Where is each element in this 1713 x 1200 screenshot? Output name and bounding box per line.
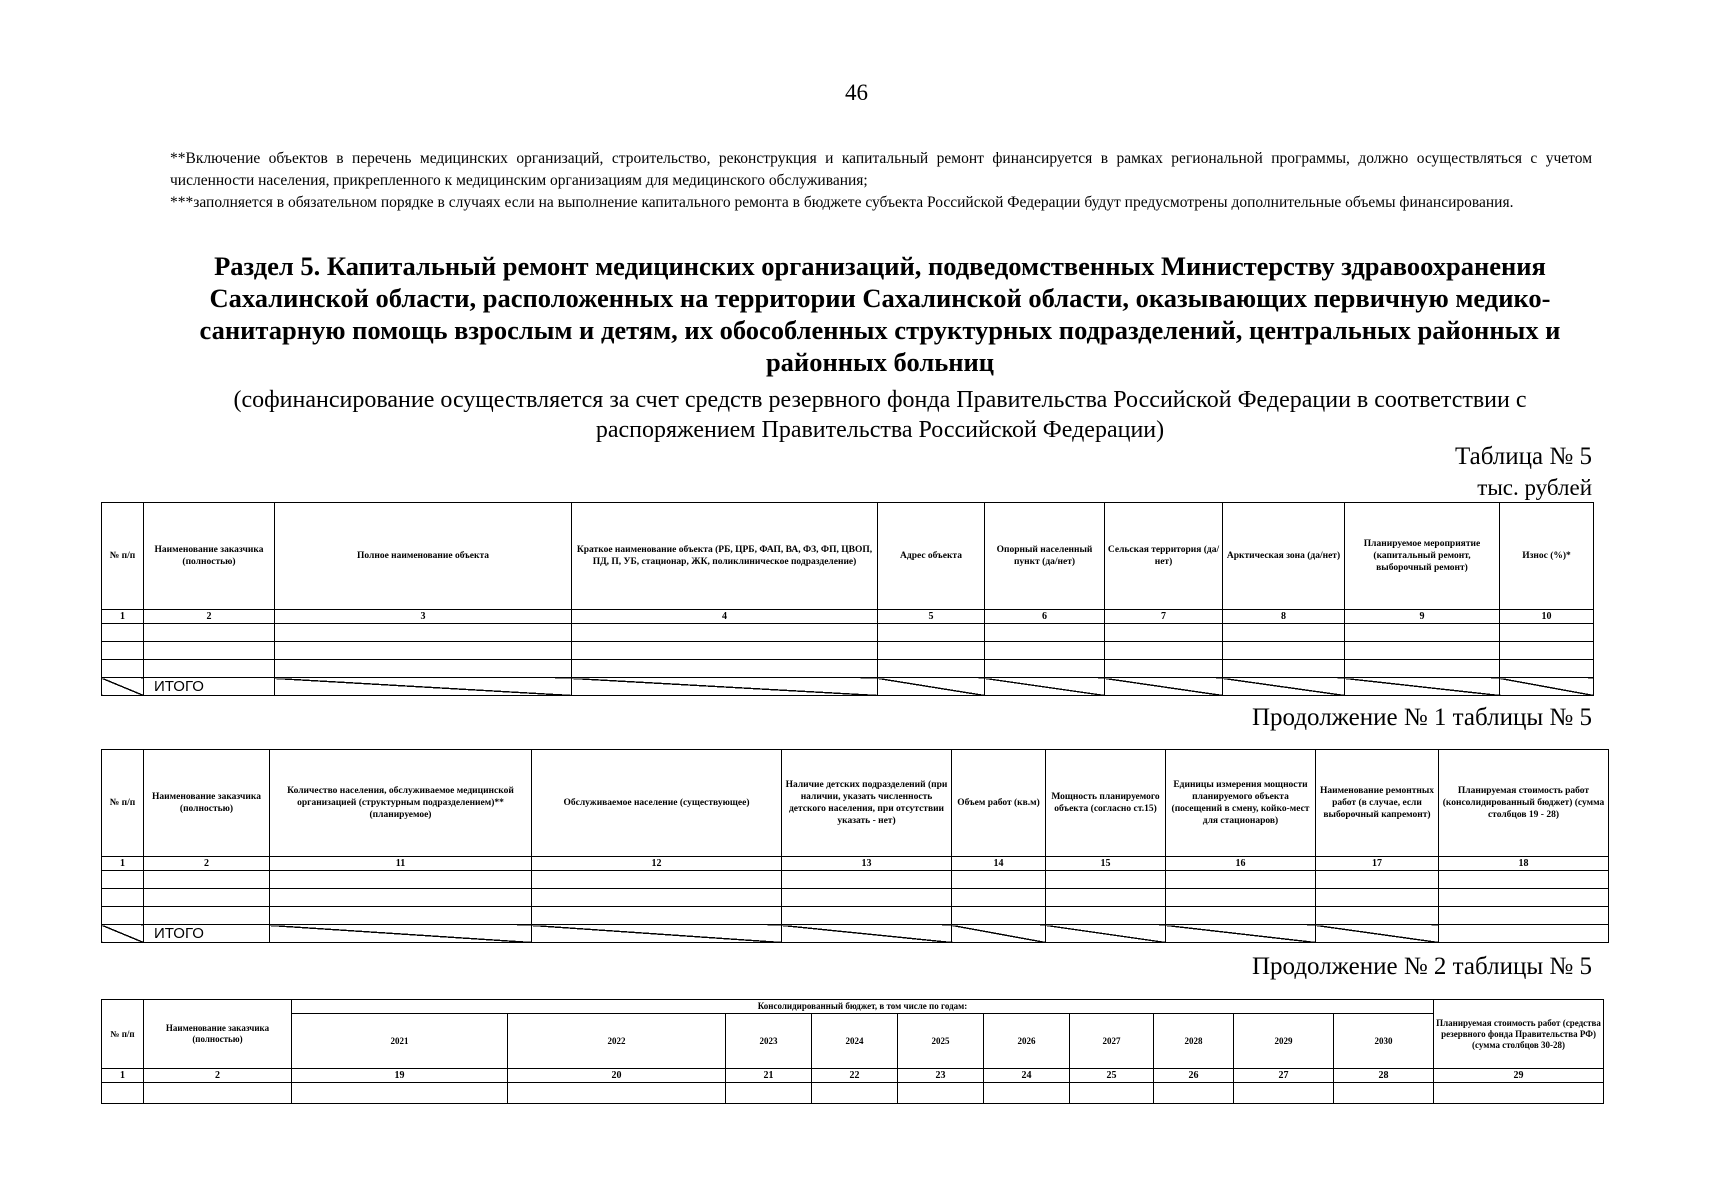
table5-cont2-group-row xyxy=(102,1000,1604,1014)
page-number: 46 xyxy=(845,80,868,105)
column-number: 11 xyxy=(270,857,532,871)
total-value xyxy=(1439,925,1609,943)
column-number: 17 xyxy=(1316,857,1439,871)
header-cell: Планируемая стоимость работ (консолидированный бюджет) (сумма столбцов 19 - 28) xyxy=(1439,750,1609,857)
crossed-cell xyxy=(102,925,144,943)
table5-label: Таблица № 5 xyxy=(1454,443,1592,470)
table-row xyxy=(102,907,1609,925)
column-number: 24 xyxy=(984,1069,1070,1083)
column-number: 25 xyxy=(1070,1069,1154,1083)
column-number: 16 xyxy=(1166,857,1316,871)
footnotes xyxy=(170,148,1592,214)
header-cell: № п/п xyxy=(102,1000,144,1069)
column-number: 1 xyxy=(102,610,144,624)
column-number: 28 xyxy=(1334,1069,1434,1083)
table-row xyxy=(102,889,1609,907)
table5 xyxy=(101,502,1594,696)
column-number: 8 xyxy=(1223,610,1345,624)
header-cell: Краткое наименование объекта (РБ, ЦРБ, ФАП, ВА, ФЗ, ФП, ЦВОП, ПД, П, УБ, стационар, ЖК, поликлиническое подразделение) xyxy=(572,503,878,610)
crossed-cell xyxy=(572,678,878,696)
column-number: 13 xyxy=(782,857,952,871)
year-header: 2022 xyxy=(508,1014,726,1069)
header-cell: Опорный населенный пункт (да/нет) xyxy=(985,503,1105,610)
crossed-cell xyxy=(532,925,782,943)
table5-continuation-2 xyxy=(101,999,1604,1104)
column-number: 20 xyxy=(508,1069,726,1083)
column-number: 18 xyxy=(1439,857,1609,871)
table5-cont1-label: Продолжение № 1 таблицы № 5 xyxy=(1251,704,1592,731)
column-number: 19 xyxy=(292,1069,508,1083)
header-cell: Сельская территория (да/нет) xyxy=(1105,503,1223,610)
header-cell: Наименование заказчика (полностью) xyxy=(144,750,270,857)
table-row xyxy=(102,642,1594,660)
header-cell: Мощность планируемого объекта (согласно ст.15) xyxy=(1046,750,1166,857)
table5-total-row xyxy=(102,678,1594,696)
header-cell: Износ (%)* xyxy=(1500,503,1594,610)
column-number: 1 xyxy=(102,857,144,871)
crossed-cell xyxy=(952,925,1046,943)
column-number: 6 xyxy=(985,610,1105,624)
section-subtitle: (софинансирование осуществляется за счет средств резервного фонда Правительства Российской Федерации в соответствии с распоряжением Правительства Российской Федерации) xyxy=(233,387,1527,443)
table-row xyxy=(102,871,1609,889)
header-cell: Обслуживаемое население (существующее) xyxy=(532,750,782,857)
column-number: 9 xyxy=(1345,610,1500,624)
crossed-cell xyxy=(1345,678,1500,696)
column-number: 2 xyxy=(144,610,275,624)
year-header: 2025 xyxy=(898,1014,984,1069)
total-label: ИТОГО xyxy=(144,678,275,696)
header-cell: Объем работ (кв.м) xyxy=(952,750,1046,857)
column-number: 29 xyxy=(1434,1069,1604,1083)
column-number: 22 xyxy=(812,1069,898,1083)
header-cell: Полное наименование объекта xyxy=(275,503,572,610)
table-row xyxy=(102,660,1594,678)
crossed-cell xyxy=(1223,678,1345,696)
column-number: 7 xyxy=(1105,610,1223,624)
header-cell: Наименование ремонтных работ (в случае, если выборочный капремонт) xyxy=(1316,750,1439,857)
header-cell: Адрес объекта xyxy=(878,503,985,610)
column-number: 2 xyxy=(144,1069,292,1083)
table5-cont2-number-row xyxy=(102,1069,1604,1083)
crossed-cell xyxy=(1166,925,1316,943)
group-header: Консолидированный бюджет, в том числе по годам: xyxy=(292,1000,1434,1014)
table5-cont1-number-row xyxy=(102,857,1609,871)
column-number: 5 xyxy=(878,610,985,624)
table5-cont2-label: Продолжение № 2 таблицы № 5 xyxy=(1251,953,1592,980)
column-number: 10 xyxy=(1500,610,1594,624)
footnote-triple-asterisk: ***заполняется в обязательном порядке в случаях если на выполнение капитального ремонта в бюджете субъекта Российской Федерации будут предусмотрены дополнительные объемы финансирования. xyxy=(170,194,1514,211)
crossed-cell xyxy=(782,925,952,943)
column-number: 2 xyxy=(144,857,270,871)
column-number: 3 xyxy=(275,610,572,624)
crossed-cell xyxy=(985,678,1105,696)
crossed-cell xyxy=(878,678,985,696)
column-number: 1 xyxy=(102,1069,144,1083)
year-header: 2029 xyxy=(1234,1014,1334,1069)
column-number: 26 xyxy=(1154,1069,1234,1083)
column-number: 12 xyxy=(532,857,782,871)
section-title: Раздел 5. Капитальный ремонт медицинских организаций, подведомственных Министерству здравоохранения Сахалинской области, расположенных на территории Сахалинской области, оказывающих первичную медико-санитарную помощь взрослым и детям, их обособленных структурных подразделений, центральных районных и районных больниц xyxy=(199,251,1561,377)
column-number: 27 xyxy=(1234,1069,1334,1083)
year-header: 2023 xyxy=(726,1014,812,1069)
table-row xyxy=(102,624,1594,642)
header-cell: Планируемая стоимость работ (средства резервного фонда Правительства РФ) (сумма столбцов 30-28) xyxy=(1434,1000,1604,1069)
total-label: ИТОГО xyxy=(144,925,270,943)
table5-header-row xyxy=(102,503,1594,610)
year-header: 2028 xyxy=(1154,1014,1234,1069)
table5-cont2-years-row xyxy=(102,1014,1604,1069)
column-number: 4 xyxy=(572,610,878,624)
header-cell: Наименование заказчика (полностью) xyxy=(144,1000,292,1069)
column-number: 14 xyxy=(952,857,1046,871)
crossed-cell xyxy=(1500,678,1594,696)
crossed-cell xyxy=(275,678,572,696)
header-cell: Арктическая зона (да/нет) xyxy=(1223,503,1345,610)
header-cell: № п/п xyxy=(102,503,144,610)
header-cell: Наличие детских подразделений (при наличии, указать численность детского населения, при отсутствии указать - нет) xyxy=(782,750,952,857)
crossed-cell xyxy=(270,925,532,943)
footnote-double-asterisk: **Включение объектов в перечень медицинских организаций, строительство, реконструкция и капитальный ремонт финансируется в рамках региональной программы, должно осуществляться с учетом численности населения, прикрепленного к медицинским организациям для медицинского обслуживания; xyxy=(170,150,1592,189)
header-cell: № п/п xyxy=(102,750,144,857)
crossed-cell xyxy=(1105,678,1223,696)
crossed-cell xyxy=(102,678,144,696)
year-header: 2024 xyxy=(812,1014,898,1069)
column-number: 23 xyxy=(898,1069,984,1083)
year-header: 2030 xyxy=(1334,1014,1434,1069)
table5-unit: тыс. рублей xyxy=(1477,475,1592,500)
year-header: 2026 xyxy=(984,1014,1070,1069)
column-number: 21 xyxy=(726,1069,812,1083)
header-cell: Единицы измерения мощности планируемого объекта (посещений в смену, койко-мест для стационаров) xyxy=(1166,750,1316,857)
header-cell: Количество населения, обслуживаемое медицинской организацией (структурным подразделением)** (планируемое) xyxy=(270,750,532,857)
crossed-cell xyxy=(1316,925,1439,943)
table5-cont1-header-row xyxy=(102,750,1609,857)
year-header: 2021 xyxy=(292,1014,508,1069)
header-cell: Наименование заказчика (полностью) xyxy=(144,503,275,610)
column-number: 15 xyxy=(1046,857,1166,871)
table-row xyxy=(102,1083,1604,1104)
crossed-cell xyxy=(1046,925,1166,943)
table5-continuation-1 xyxy=(101,749,1609,943)
year-header: 2027 xyxy=(1070,1014,1154,1069)
header-cell: Планируемое мероприятие (капитальный ремонт, выборочный ремонт) xyxy=(1345,503,1500,610)
table5-cont1-total-row xyxy=(102,925,1609,943)
table5-number-row xyxy=(102,610,1594,624)
